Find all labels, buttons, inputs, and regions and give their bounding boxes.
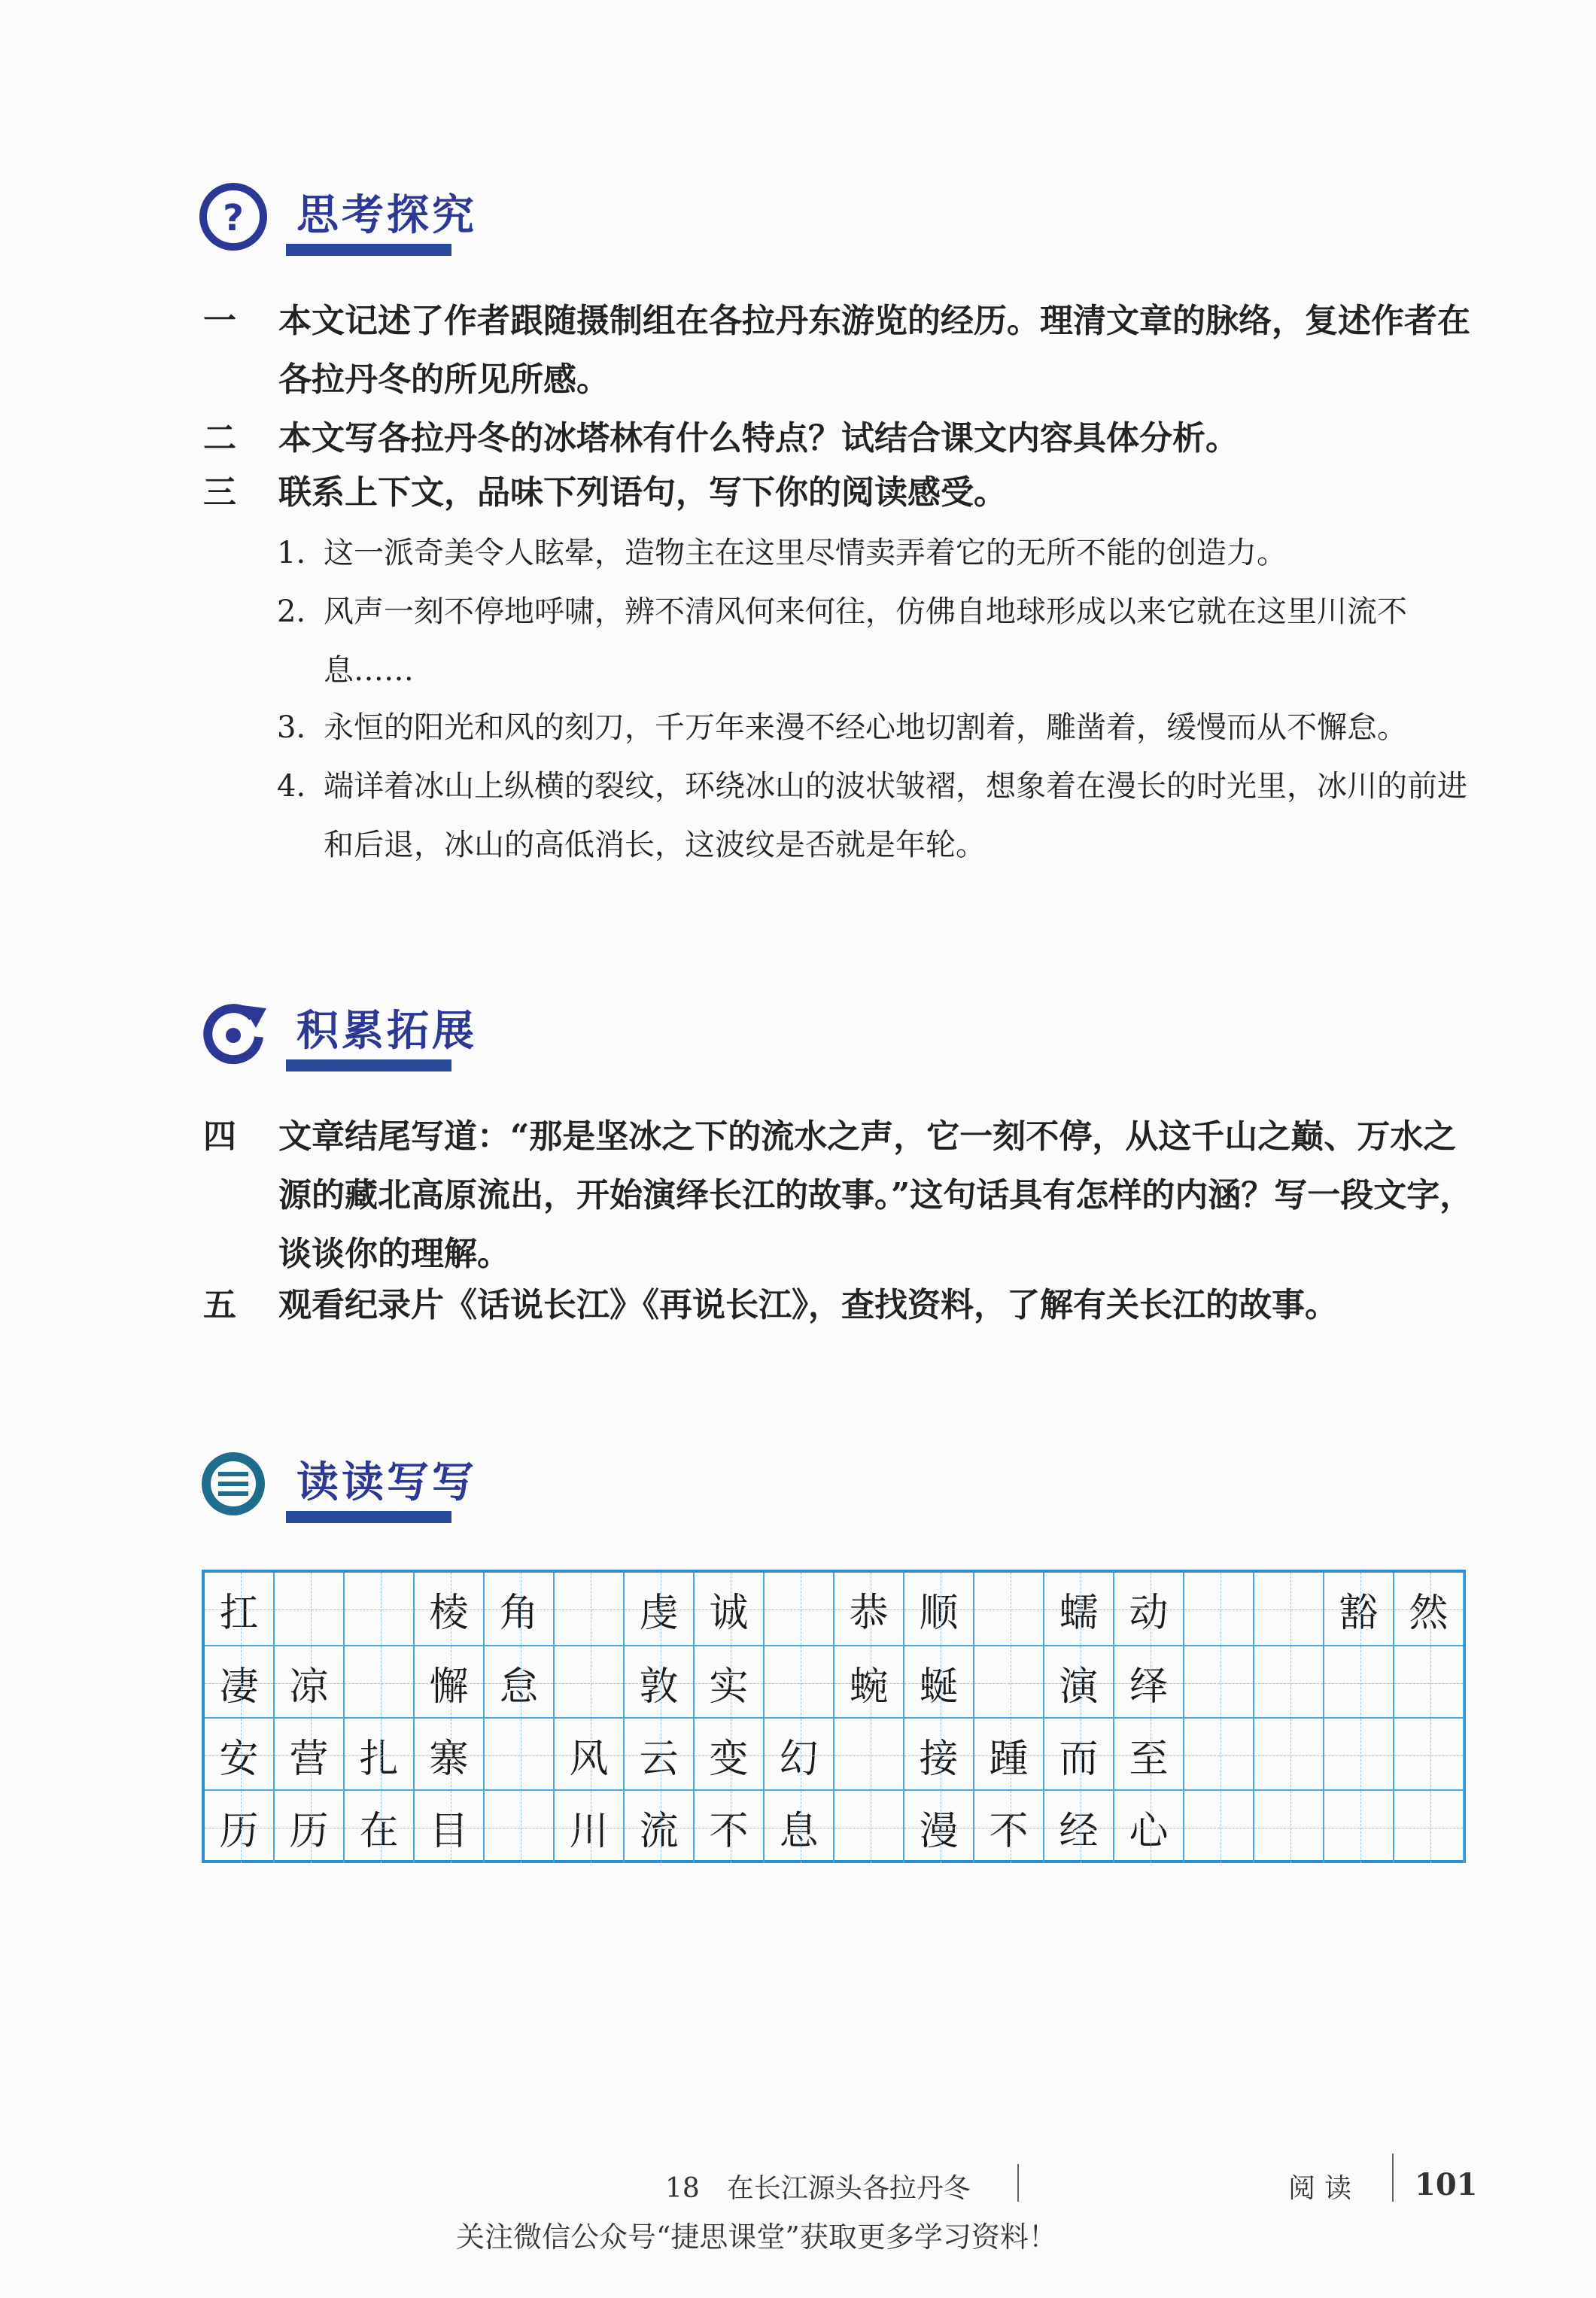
grid-cell bbox=[1184, 1791, 1254, 1863]
grid-cell bbox=[555, 1646, 625, 1719]
grid-row bbox=[205, 1717, 1463, 1792]
grid-cell: 接 bbox=[904, 1719, 974, 1791]
footer-divider bbox=[1392, 2154, 1394, 2202]
grid-cell: 虔 bbox=[625, 1573, 695, 1645]
section-title: 思考探究 bbox=[296, 191, 477, 240]
grid-cell bbox=[1254, 1719, 1324, 1791]
question-number: 一 bbox=[203, 302, 236, 340]
question-item bbox=[203, 409, 1475, 468]
sub-number: 1. bbox=[277, 536, 306, 570]
grid-cell bbox=[275, 1573, 345, 1645]
question-text: 本文记述了作者跟随摄制组在各拉丹东游览的经历。理清文章的脉络，复述作者在各拉丹冬的所见所感。 bbox=[278, 302, 1470, 399]
sub-number: 2. bbox=[277, 594, 306, 629]
sub-text: 风声一刻不停地呼啸，辨不清风何来何往，仿佛自地球形成以来它就在这里川流不息…… bbox=[324, 594, 1407, 688]
grid-cell bbox=[1254, 1573, 1324, 1645]
footer-notice: 关注微信公众号“捷思课堂”获取更多学习资料！ bbox=[456, 2220, 1057, 2254]
grid-cell: 云 bbox=[625, 1719, 695, 1791]
grid-cell: 经 bbox=[1044, 1791, 1114, 1863]
grid-cell: 蜒 bbox=[904, 1646, 974, 1719]
sub-item bbox=[277, 582, 1481, 700]
grid-cell: 不 bbox=[695, 1791, 765, 1863]
grid-cell bbox=[1184, 1646, 1254, 1719]
grid-cell bbox=[1184, 1719, 1254, 1791]
question-number: 四 bbox=[203, 1117, 236, 1156]
sub-text: 永恒的阳光和风的刻刀，千万年来漫不经心地切割着，雕凿着，缓慢而从不懈怠。 bbox=[324, 710, 1407, 745]
grid-cell: 敦 bbox=[625, 1646, 695, 1719]
grid-cell: 历 bbox=[205, 1791, 275, 1863]
grid-cell: 诚 bbox=[695, 1573, 765, 1645]
grid-cell bbox=[1324, 1791, 1394, 1863]
question-number: 五 bbox=[203, 1286, 236, 1324]
grid-cell: 扎 bbox=[345, 1719, 415, 1791]
title-underline bbox=[286, 244, 451, 256]
sub-item bbox=[277, 698, 1481, 757]
question-text: 联系上下文，品味下列语句，写下你的阅读感受。 bbox=[278, 473, 1007, 512]
grid-cell: 踵 bbox=[974, 1719, 1044, 1791]
grid-cell bbox=[974, 1573, 1044, 1645]
page-number: 101 bbox=[1415, 2167, 1478, 2202]
grid-cell: 怠 bbox=[485, 1646, 555, 1719]
section-title: 积累拓展 bbox=[296, 1007, 477, 1056]
grid-cell bbox=[1184, 1573, 1254, 1645]
list-lines-icon bbox=[197, 1446, 269, 1518]
grid-cell: 然 bbox=[1394, 1573, 1464, 1645]
grid-row bbox=[205, 1645, 1463, 1720]
question-item bbox=[203, 1276, 1475, 1335]
grid-cell: 漫 bbox=[904, 1791, 974, 1863]
grid-cell bbox=[345, 1646, 415, 1719]
section-header-extension bbox=[197, 995, 573, 1085]
grid-cell: 凄 bbox=[205, 1646, 275, 1719]
svg-text:?: ? bbox=[223, 197, 244, 239]
grid-cell bbox=[1254, 1791, 1324, 1863]
grid-cell: 心 bbox=[1114, 1791, 1184, 1863]
grid-cell: 懈 bbox=[415, 1646, 485, 1719]
grid-cell: 蠕 bbox=[1044, 1573, 1114, 1645]
footer-category: 阅读 bbox=[1288, 2173, 1361, 2204]
grid-cell bbox=[345, 1573, 415, 1645]
sub-number: 3. bbox=[277, 710, 306, 745]
grid-cell: 棱 bbox=[415, 1573, 485, 1645]
lesson-title: 18 在长江源头各拉丹冬 bbox=[665, 2173, 971, 2204]
grid-cell: 变 bbox=[695, 1719, 765, 1791]
grid-cell: 蜿 bbox=[834, 1646, 904, 1719]
grid-cell: 风 bbox=[555, 1719, 625, 1791]
grid-cell: 豁 bbox=[1324, 1573, 1394, 1645]
footer-divider bbox=[1017, 2164, 1019, 2202]
grid-cell bbox=[485, 1719, 555, 1791]
question-item bbox=[203, 1108, 1475, 1284]
grid-cell bbox=[1324, 1646, 1394, 1719]
grid-cell: 凉 bbox=[275, 1646, 345, 1719]
grid-cell bbox=[1254, 1646, 1324, 1719]
grid-cell: 恭 bbox=[834, 1573, 904, 1645]
sub-item bbox=[277, 757, 1481, 874]
grid-cell bbox=[555, 1573, 625, 1645]
question-number: 二 bbox=[203, 419, 236, 457]
grid-row bbox=[205, 1789, 1463, 1865]
grid-cell: 实 bbox=[695, 1646, 765, 1719]
grid-cell: 不 bbox=[974, 1791, 1044, 1863]
title-underline bbox=[286, 1059, 451, 1071]
grid-cell bbox=[834, 1791, 904, 1863]
grid-cell bbox=[765, 1646, 834, 1719]
question-number: 三 bbox=[203, 473, 236, 512]
grid-cell bbox=[1394, 1646, 1464, 1719]
grid-cell: 演 bbox=[1044, 1646, 1114, 1719]
grid-cell: 扛 bbox=[205, 1573, 275, 1645]
grid-cell: 顺 bbox=[904, 1573, 974, 1645]
grid-cell: 营 bbox=[275, 1719, 345, 1791]
grid-cell bbox=[485, 1791, 555, 1863]
grid-cell: 至 bbox=[1114, 1719, 1184, 1791]
sub-text: 端详着冰山上纵横的裂纹，环绕冰山的波状皱褶，想象着在漫长的时光里，冰川的前进和后退，冰山的高低消长，这波纹是否就是年轮。 bbox=[324, 769, 1467, 862]
grid-cell: 历 bbox=[275, 1791, 345, 1863]
question-text: 文章结尾写道：“那是坚冰之下的流水之声，它一刻不停，从这千山之巅、万水之源的藏北高原流出，开始演绎长江的故事。”这句话具有怎样的内涵？写一段文字，谈谈你的理解。 bbox=[278, 1117, 1473, 1273]
grid-cell: 在 bbox=[345, 1791, 415, 1863]
grid-row bbox=[205, 1573, 1463, 1646]
grid-cell: 动 bbox=[1114, 1573, 1184, 1645]
question-icon bbox=[197, 179, 269, 251]
grid-cell: 绎 bbox=[1114, 1646, 1184, 1719]
grid-cell: 寨 bbox=[415, 1719, 485, 1791]
grid-cell: 流 bbox=[625, 1791, 695, 1863]
question-text: 观看纪录片《话说长江》《再说长江》，查找资料，了解有关长江的故事。 bbox=[278, 1286, 1338, 1324]
title-underline bbox=[286, 1511, 451, 1523]
section-title: 读读写写 bbox=[296, 1458, 477, 1507]
grid-cell bbox=[765, 1573, 834, 1645]
grid-cell: 角 bbox=[485, 1573, 555, 1645]
grid-cell: 安 bbox=[205, 1719, 275, 1791]
grid-cell bbox=[1394, 1719, 1464, 1791]
question-item bbox=[203, 292, 1475, 409]
grid-cell: 息 bbox=[765, 1791, 834, 1863]
section-header-reading bbox=[197, 1446, 573, 1537]
grid-cell: 目 bbox=[415, 1791, 485, 1863]
section-header-thinking bbox=[197, 179, 573, 269]
grid-cell bbox=[834, 1719, 904, 1791]
word-grid bbox=[202, 1570, 1466, 1863]
refresh-arrow-icon bbox=[197, 995, 269, 1067]
grid-cell bbox=[974, 1646, 1044, 1719]
grid-cell: 川 bbox=[555, 1791, 625, 1863]
sub-text: 这一派奇美令人眩晕，造物主在这里尽情卖弄着它的无所不能的创造力。 bbox=[324, 536, 1287, 570]
grid-cell bbox=[1324, 1719, 1394, 1791]
question-item bbox=[203, 464, 1475, 522]
grid-cell: 而 bbox=[1044, 1719, 1114, 1791]
sub-item bbox=[277, 524, 1481, 582]
grid-cell bbox=[1394, 1791, 1464, 1863]
question-text: 本文写各拉丹冬的冰塔林有什么特点？试结合课文内容具体分析。 bbox=[278, 419, 1239, 457]
grid-cell: 幻 bbox=[765, 1719, 834, 1791]
sub-number: 4. bbox=[277, 769, 306, 804]
